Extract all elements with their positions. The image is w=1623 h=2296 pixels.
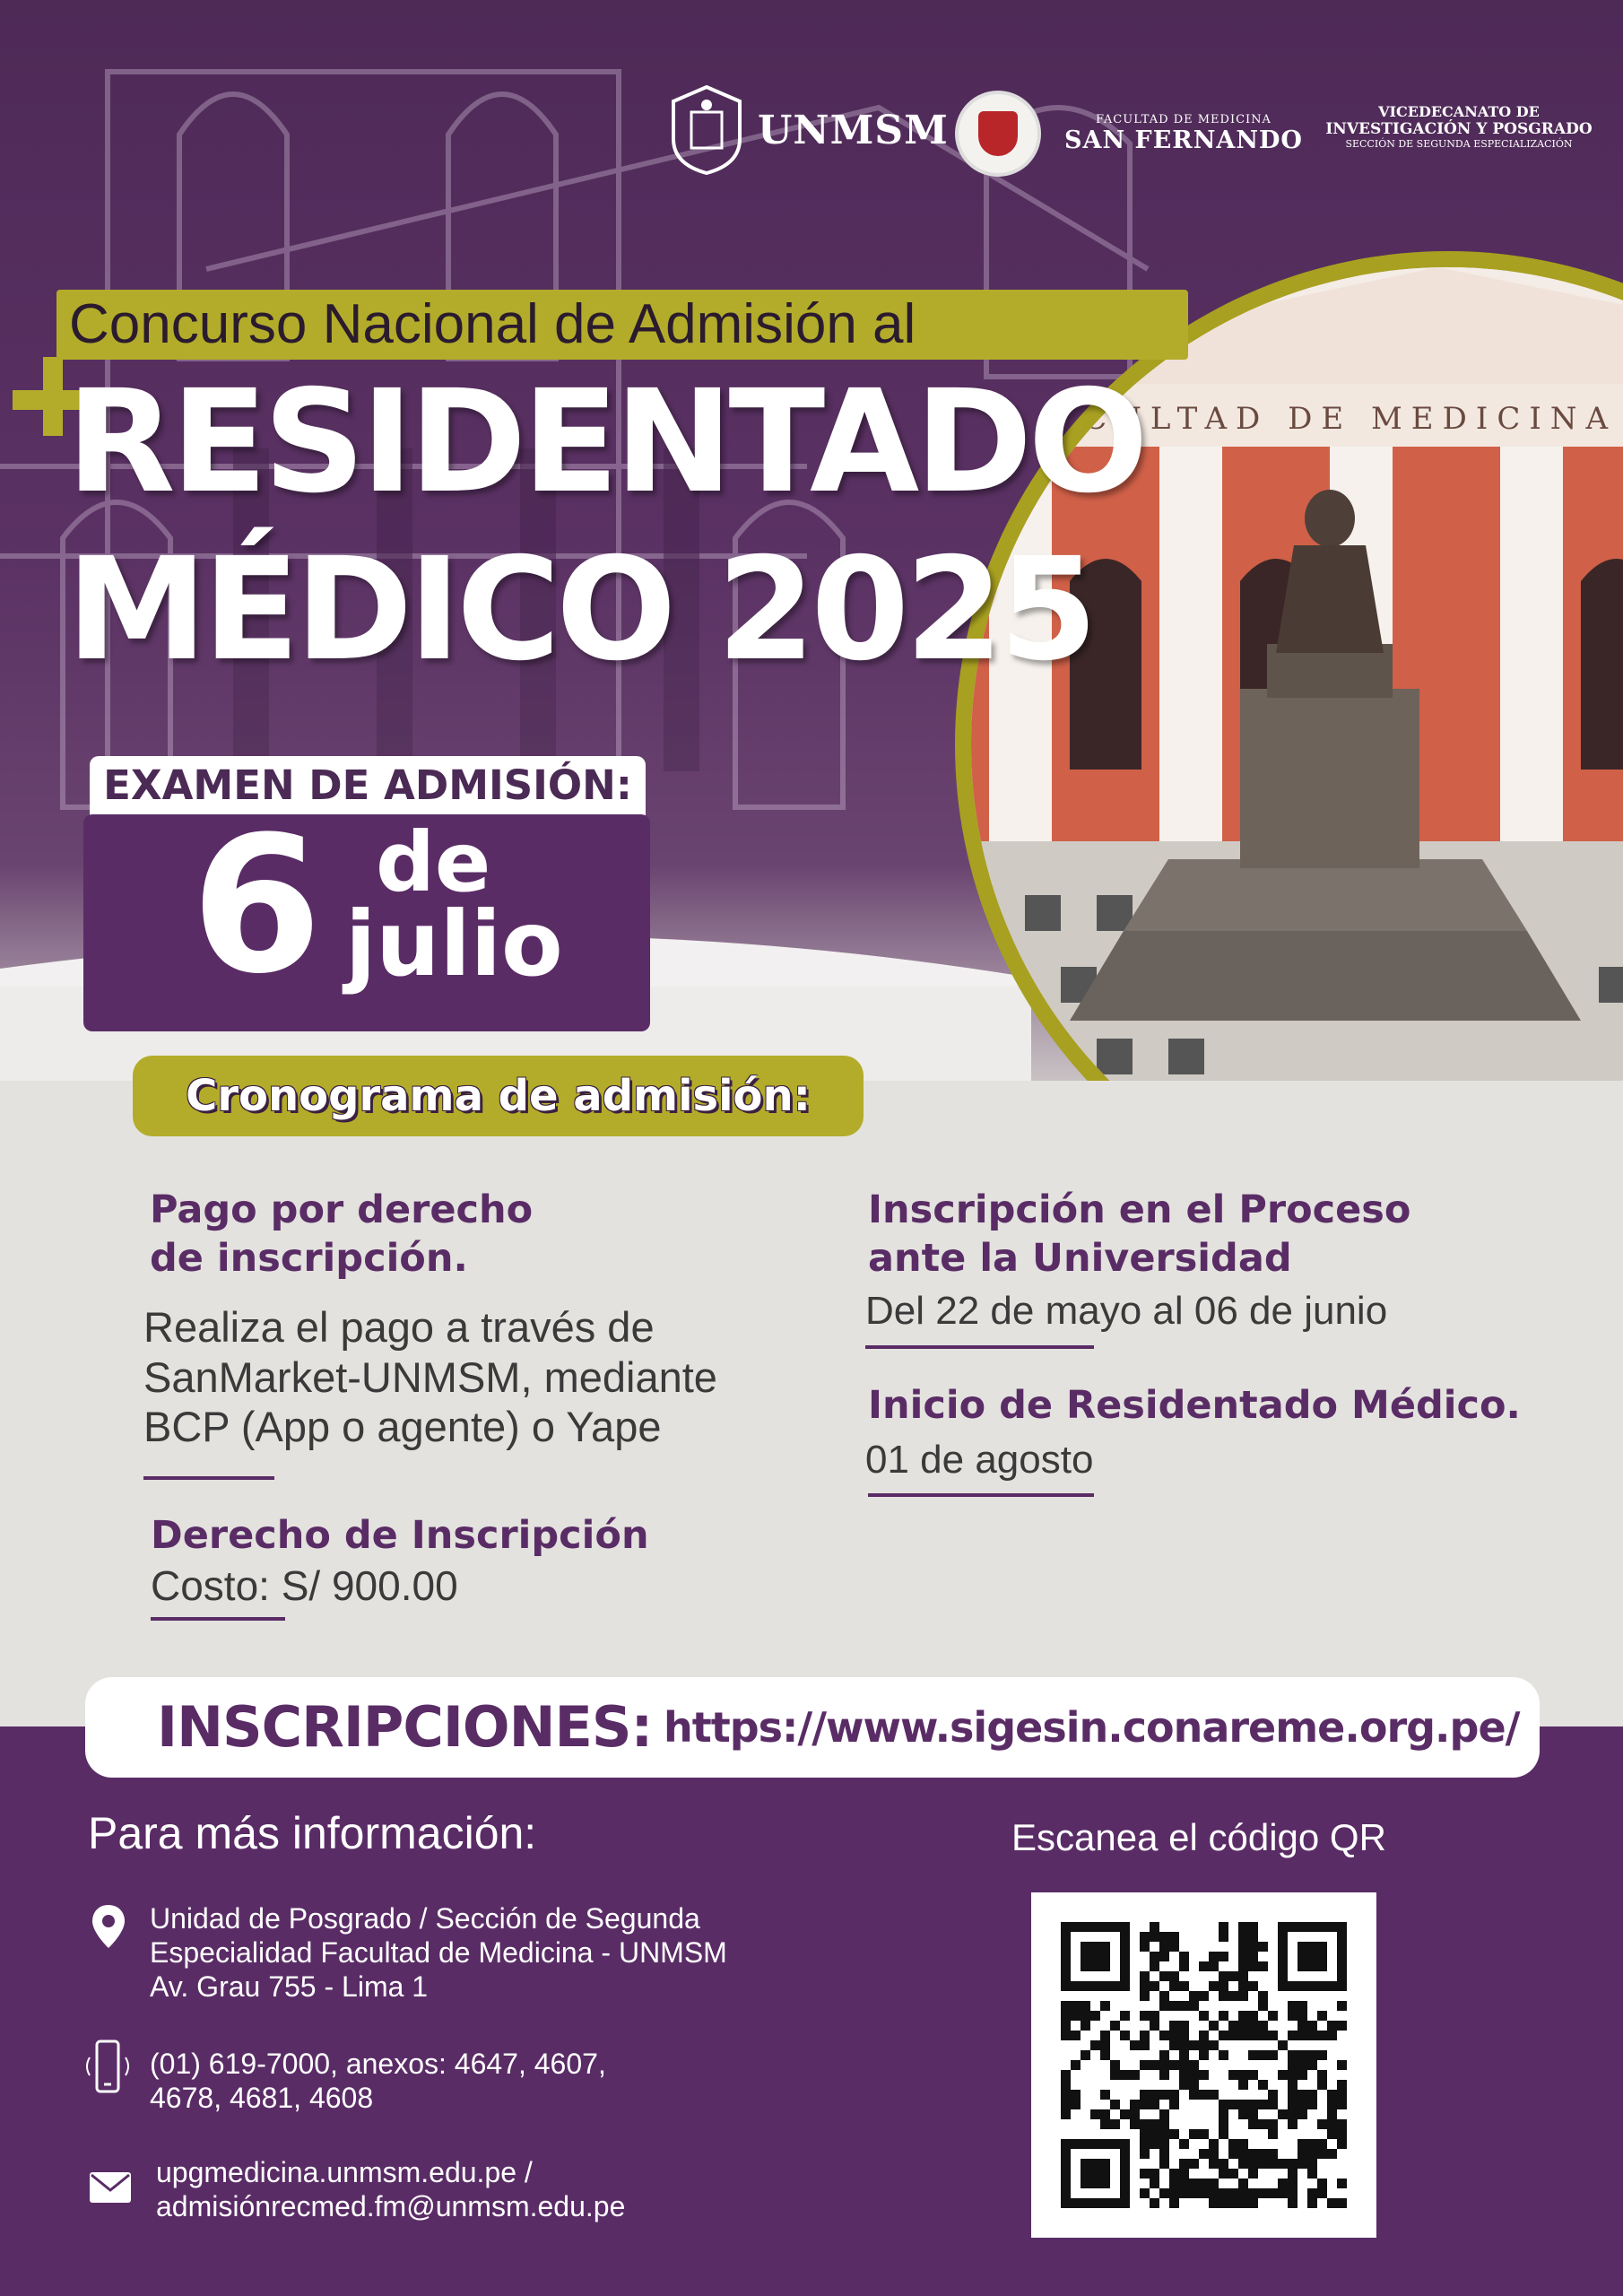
exam-de: de bbox=[376, 814, 491, 910]
san-fernando-logo bbox=[955, 91, 1303, 177]
divider bbox=[151, 1617, 285, 1621]
location-pin-icon bbox=[90, 1903, 127, 1950]
divider bbox=[143, 1476, 274, 1480]
inscripciones-bar bbox=[85, 1677, 1540, 1778]
building-sign-text: FACULTAD DE MEDICINA bbox=[1025, 401, 1618, 437]
inicio-title: Inicio de Residentado Médico. bbox=[868, 1383, 1521, 1428]
qr-code-image bbox=[1031, 1892, 1376, 2238]
phone-icon bbox=[79, 2038, 136, 2095]
concurso-banner: Concurso Nacional de Admisión al bbox=[56, 290, 1188, 360]
scan-qr-label: Escanea el código QR bbox=[1011, 1816, 1386, 1858]
inscripcion-title-1: Inscripción en el Proceso bbox=[868, 1187, 1411, 1232]
qr-code[interactable] bbox=[1031, 1892, 1376, 2238]
email-line-1[interactable]: upgmedicina.unmsm.edu.pe / bbox=[156, 2156, 533, 2188]
exam-date-box bbox=[83, 796, 650, 1031]
mail-icon bbox=[88, 2170, 133, 2205]
institution-logos bbox=[668, 85, 1592, 184]
unmsm-logo-text: UNMSM bbox=[758, 107, 949, 153]
san-fernando-seal-icon bbox=[955, 91, 1041, 177]
pago-text-3: BCP (App o agente) o Yape bbox=[143, 1403, 662, 1450]
derecho-title: Derecho de Inscripción bbox=[151, 1513, 649, 1558]
pago-title-1: Pago por derecho bbox=[150, 1187, 534, 1232]
inscripcion-title-2: ante la Universidad bbox=[868, 1236, 1292, 1281]
phone-line-2: 4678, 4681, 4608 bbox=[150, 2082, 374, 2114]
derecho-cost: Costo: S/ 900.00 bbox=[151, 1562, 458, 1609]
san-fernando-label: SAN FERNANDO bbox=[1064, 126, 1303, 154]
inscripcion-dates: Del 22 de mayo al 06 de junio bbox=[865, 1289, 1388, 1333]
vice-line-3: SECCIÓN DE SEGUNDA ESPECIALIZACIÓN bbox=[1345, 138, 1573, 150]
divider bbox=[865, 1345, 1094, 1349]
vice-line-2: INVESTIGACIÓN Y POSGRADO bbox=[1325, 120, 1593, 138]
pago-title-2: de inscripción. bbox=[150, 1236, 468, 1281]
vicedecanato-logo bbox=[1324, 103, 1593, 150]
pago-text-1: Realiza el pago a través de bbox=[143, 1303, 655, 1351]
email-line-2[interactable]: admisiónrecmed.fm@unmsm.edu.pe bbox=[156, 2190, 626, 2222]
main-title-line-1: RESIDENTADO bbox=[66, 360, 1144, 525]
unmsm-seal-icon bbox=[668, 85, 745, 175]
unmsm-logo bbox=[668, 85, 949, 175]
address-line-3: Av. Grau 755 - Lima 1 bbox=[150, 1970, 429, 2003]
pago-text-2: SanMarket-UNMSM, mediante bbox=[143, 1353, 717, 1401]
schedule-heading: Cronograma de admisión: bbox=[133, 1056, 864, 1136]
facultad-label: FACULTAD DE MEDICINA bbox=[1096, 113, 1271, 126]
vice-line-1: VICEDECANATO DE bbox=[1378, 103, 1540, 120]
exam-month: julio bbox=[345, 891, 563, 996]
inscripciones-label: INSCRIPCIONES: bbox=[157, 1694, 653, 1760]
exam-day: 6 bbox=[191, 796, 323, 1015]
address-line-1: Unidad de Posgrado / Sección de Segunda bbox=[150, 1902, 700, 1935]
more-info-heading: Para más información: bbox=[88, 1808, 537, 1858]
main-title-line-2: MÉDICO 2025 bbox=[66, 527, 1094, 692]
address-line-2: Especialidad Facultad de Medicina - UNMSM bbox=[150, 1936, 727, 1969]
inicio-date: 01 de agosto bbox=[865, 1438, 1094, 1482]
exam-label: EXAMEN DE ADMISIÓN: bbox=[90, 756, 646, 815]
inscripciones-link[interactable]: https://www.sigesin.conareme.org.pe/ bbox=[664, 1703, 1520, 1752]
hero-banner bbox=[0, 0, 1623, 1081]
divider bbox=[868, 1493, 1094, 1497]
phone-line-1: (01) 619-7000, anexos: 4647, 4607, bbox=[150, 2048, 606, 2080]
